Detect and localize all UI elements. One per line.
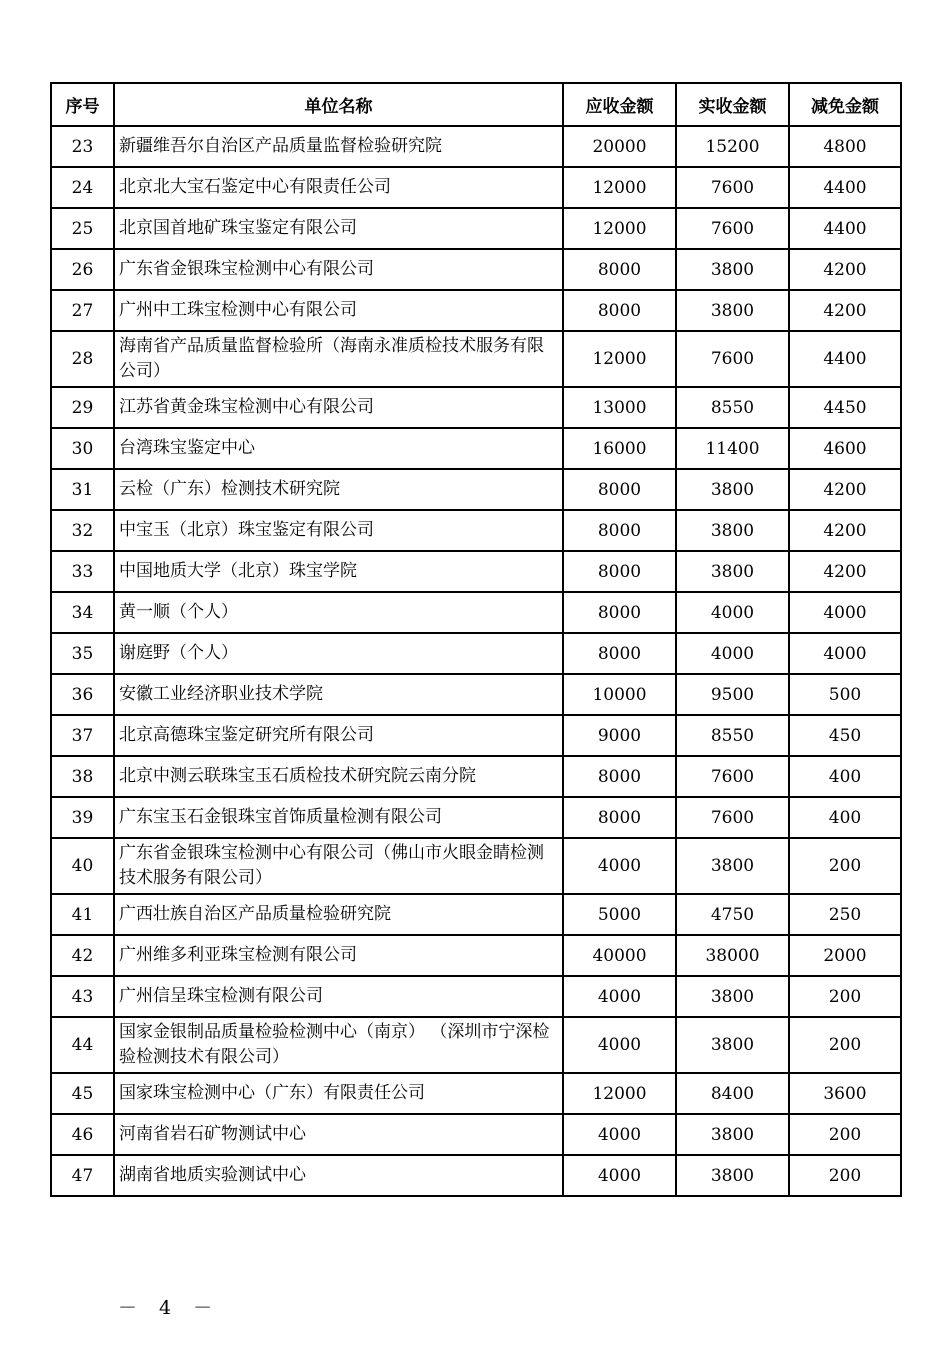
row-number-cell: 44 — [51, 1017, 114, 1073]
table-body — [51, 126, 901, 1196]
table-row — [51, 469, 901, 510]
receivable-amount-cell: 4000 — [563, 1017, 676, 1073]
reduction-amount-cell: 250 — [789, 894, 901, 935]
row-number-cell: 24 — [51, 167, 114, 208]
unit-name-cell: 北京中测云联珠宝玉石质检技术研究院云南分院 — [114, 756, 563, 797]
received-amount-cell: 3800 — [676, 249, 789, 290]
receivable-amount-cell: 8000 — [563, 510, 676, 551]
received-amount-cell: 3800 — [676, 838, 789, 894]
table-row — [51, 551, 901, 592]
row-number-cell: 43 — [51, 976, 114, 1017]
unit-name-cell: 广州维多利亚珠宝检测有限公司 — [114, 935, 563, 976]
row-number-cell: 23 — [51, 126, 114, 167]
received-amount-cell: 3800 — [676, 290, 789, 331]
table-row — [51, 592, 901, 633]
row-number-cell: 26 — [51, 249, 114, 290]
received-amount-cell: 8400 — [676, 1073, 789, 1114]
row-number-cell: 45 — [51, 1073, 114, 1114]
unit-name-cell: 国家珠宝检测中心（广东）有限责任公司 — [114, 1073, 563, 1114]
table-row — [51, 387, 901, 428]
table-row — [51, 331, 901, 387]
table-row — [51, 428, 901, 469]
row-number-cell: 38 — [51, 756, 114, 797]
reduction-amount-cell: 4200 — [789, 290, 901, 331]
reduction-amount-cell: 400 — [789, 756, 901, 797]
receivable-amount-cell: 12000 — [563, 208, 676, 249]
unit-name-cell: 北京高德珠宝鉴定研究所有限公司 — [114, 715, 563, 756]
reduction-amount-cell: 4400 — [789, 208, 901, 249]
receivable-amount-cell: 4000 — [563, 838, 676, 894]
table-row — [51, 715, 901, 756]
reduction-amount-cell: 4200 — [789, 551, 901, 592]
receivable-amount-cell: 4000 — [563, 1155, 676, 1196]
reduction-amount-cell: 4800 — [789, 126, 901, 167]
receivable-amount-cell: 10000 — [563, 674, 676, 715]
row-number-cell: 40 — [51, 838, 114, 894]
table-header-row — [51, 83, 901, 126]
reduction-amount-cell: 4200 — [789, 510, 901, 551]
reduction-amount-cell: 200 — [789, 1155, 901, 1196]
receivable-amount-cell: 12000 — [563, 1073, 676, 1114]
unit-name-cell: 河南省岩石矿物测试中心 — [114, 1114, 563, 1155]
reduction-amount-cell: 200 — [789, 1017, 901, 1073]
receivable-amount-cell: 5000 — [563, 894, 676, 935]
row-number-cell: 34 — [51, 592, 114, 633]
column-header-reduction: 减免金额 — [789, 83, 901, 126]
row-number-cell: 42 — [51, 935, 114, 976]
received-amount-cell: 38000 — [676, 935, 789, 976]
receivable-amount-cell: 8000 — [563, 249, 676, 290]
unit-name-cell: 北京北大宝石鉴定中心有限责任公司 — [114, 167, 563, 208]
unit-name-cell: 国家金银制品质量检验检测中心（南京） （深圳市宁深检验检测技术有限公司） — [114, 1017, 563, 1073]
table-row — [51, 1155, 901, 1196]
reduction-amount-cell: 4200 — [789, 469, 901, 510]
unit-name-cell: 广州中工珠宝检测中心有限公司 — [114, 290, 563, 331]
row-number-cell: 30 — [51, 428, 114, 469]
unit-name-cell: 北京国首地矿珠宝鉴定有限公司 — [114, 208, 563, 249]
table-row — [51, 290, 901, 331]
received-amount-cell: 9500 — [676, 674, 789, 715]
reduction-amount-cell: 200 — [789, 1114, 901, 1155]
unit-name-cell: 湖南省地质实验测试中心 — [114, 1155, 563, 1196]
reduction-amount-cell: 2000 — [789, 935, 901, 976]
table-row — [51, 249, 901, 290]
row-number-cell: 25 — [51, 208, 114, 249]
received-amount-cell: 3800 — [676, 1155, 789, 1196]
received-amount-cell: 3800 — [676, 551, 789, 592]
received-amount-cell: 15200 — [676, 126, 789, 167]
unit-name-cell: 台湾珠宝鉴定中心 — [114, 428, 563, 469]
received-amount-cell: 7600 — [676, 167, 789, 208]
unit-name-cell: 安徽工业经济职业技术学院 — [114, 674, 563, 715]
received-amount-cell: 7600 — [676, 756, 789, 797]
unit-name-cell: 谢庭野（个人） — [114, 633, 563, 674]
row-number-cell: 47 — [51, 1155, 114, 1196]
reduction-amount-cell: 4400 — [789, 331, 901, 387]
row-number-cell: 31 — [51, 469, 114, 510]
column-header-receivable: 应收金额 — [563, 83, 676, 126]
unit-name-cell: 黄一顺（个人） — [114, 592, 563, 633]
received-amount-cell: 8550 — [676, 387, 789, 428]
receivable-amount-cell: 20000 — [563, 126, 676, 167]
receivable-amount-cell: 8000 — [563, 592, 676, 633]
table-row — [51, 894, 901, 935]
unit-name-cell: 江苏省黄金珠宝检测中心有限公司 — [114, 387, 563, 428]
unit-name-cell: 中国地质大学（北京）珠宝学院 — [114, 551, 563, 592]
receivable-amount-cell: 8000 — [563, 797, 676, 838]
receivable-amount-cell: 4000 — [563, 976, 676, 1017]
row-number-cell: 37 — [51, 715, 114, 756]
row-number-cell: 46 — [51, 1114, 114, 1155]
table-row — [51, 208, 901, 249]
receivable-amount-cell: 4000 — [563, 1114, 676, 1155]
unit-name-cell: 广州信呈珠宝检测有限公司 — [114, 976, 563, 1017]
reduction-amount-cell: 500 — [789, 674, 901, 715]
receivable-amount-cell: 12000 — [563, 331, 676, 387]
received-amount-cell: 8550 — [676, 715, 789, 756]
reduction-amount-cell: 400 — [789, 797, 901, 838]
table-row — [51, 756, 901, 797]
unit-name-cell: 海南省产品质量监督检验所（海南永准质检技术服务有限公司） — [114, 331, 563, 387]
unit-name-cell: 中宝玉（北京）珠宝鉴定有限公司 — [114, 510, 563, 551]
received-amount-cell: 3800 — [676, 469, 789, 510]
receivable-amount-cell: 12000 — [563, 167, 676, 208]
table-row — [51, 797, 901, 838]
received-amount-cell: 7600 — [676, 797, 789, 838]
row-number-cell: 29 — [51, 387, 114, 428]
table-row — [51, 674, 901, 715]
unit-name-cell: 新疆维吾尔自治区产品质量监督检验研究院 — [114, 126, 563, 167]
row-number-cell: 35 — [51, 633, 114, 674]
receivable-amount-cell: 40000 — [563, 935, 676, 976]
row-number-cell: 28 — [51, 331, 114, 387]
reduction-amount-cell: 450 — [789, 715, 901, 756]
receivable-amount-cell: 8000 — [563, 633, 676, 674]
table-row — [51, 935, 901, 976]
table-row — [51, 633, 901, 674]
reduction-amount-cell: 4000 — [789, 592, 901, 633]
table-row — [51, 1114, 901, 1155]
reduction-amount-cell: 4200 — [789, 249, 901, 290]
received-amount-cell: 3800 — [676, 510, 789, 551]
fee-table — [50, 82, 902, 1197]
row-number-cell: 39 — [51, 797, 114, 838]
table-row — [51, 167, 901, 208]
receivable-amount-cell: 13000 — [563, 387, 676, 428]
received-amount-cell: 4000 — [676, 592, 789, 633]
receivable-amount-cell: 8000 — [563, 756, 676, 797]
receivable-amount-cell: 8000 — [563, 469, 676, 510]
reduction-amount-cell: 3600 — [789, 1073, 901, 1114]
received-amount-cell: 7600 — [676, 208, 789, 249]
received-amount-cell: 3800 — [676, 1017, 789, 1073]
received-amount-cell: 4000 — [676, 633, 789, 674]
table-row — [51, 1073, 901, 1114]
received-amount-cell: 7600 — [676, 331, 789, 387]
row-number-cell: 41 — [51, 894, 114, 935]
unit-name-cell: 广西壮族自治区产品质量检验研究院 — [114, 894, 563, 935]
table-row — [51, 126, 901, 167]
reduction-amount-cell: 4000 — [789, 633, 901, 674]
row-number-cell: 27 — [51, 290, 114, 331]
table-row — [51, 510, 901, 551]
unit-name-cell: 广东省金银珠宝检测中心有限公司（佛山市火眼金睛检测技术服务有限公司） — [114, 838, 563, 894]
table-row — [51, 838, 901, 894]
received-amount-cell: 3800 — [676, 1114, 789, 1155]
row-number-cell: 33 — [51, 551, 114, 592]
received-amount-cell: 11400 — [676, 428, 789, 469]
receivable-amount-cell: 9000 — [563, 715, 676, 756]
page-number: － 4 － — [118, 1297, 220, 1319]
reduction-amount-cell: 4400 — [789, 167, 901, 208]
column-header-received: 实收金额 — [676, 83, 789, 126]
unit-name-cell: 云检（广东）检测技术研究院 — [114, 469, 563, 510]
unit-name-cell: 广东省金银珠宝检测中心有限公司 — [114, 249, 563, 290]
row-number-cell: 36 — [51, 674, 114, 715]
reduction-amount-cell: 4600 — [789, 428, 901, 469]
table-row — [51, 1017, 901, 1073]
column-header-unit-name: 单位名称 — [114, 83, 563, 126]
reduction-amount-cell: 4450 — [789, 387, 901, 428]
received-amount-cell: 3800 — [676, 976, 789, 1017]
unit-name-cell: 广东宝玉石金银珠宝首饰质量检测有限公司 — [114, 797, 563, 838]
received-amount-cell: 4750 — [676, 894, 789, 935]
row-number-cell: 32 — [51, 510, 114, 551]
receivable-amount-cell: 16000 — [563, 428, 676, 469]
reduction-amount-cell: 200 — [789, 838, 901, 894]
table-row — [51, 976, 901, 1017]
receivable-amount-cell: 8000 — [563, 290, 676, 331]
column-header-no: 序号 — [51, 83, 114, 126]
reduction-amount-cell: 200 — [789, 976, 901, 1017]
receivable-amount-cell: 8000 — [563, 551, 676, 592]
